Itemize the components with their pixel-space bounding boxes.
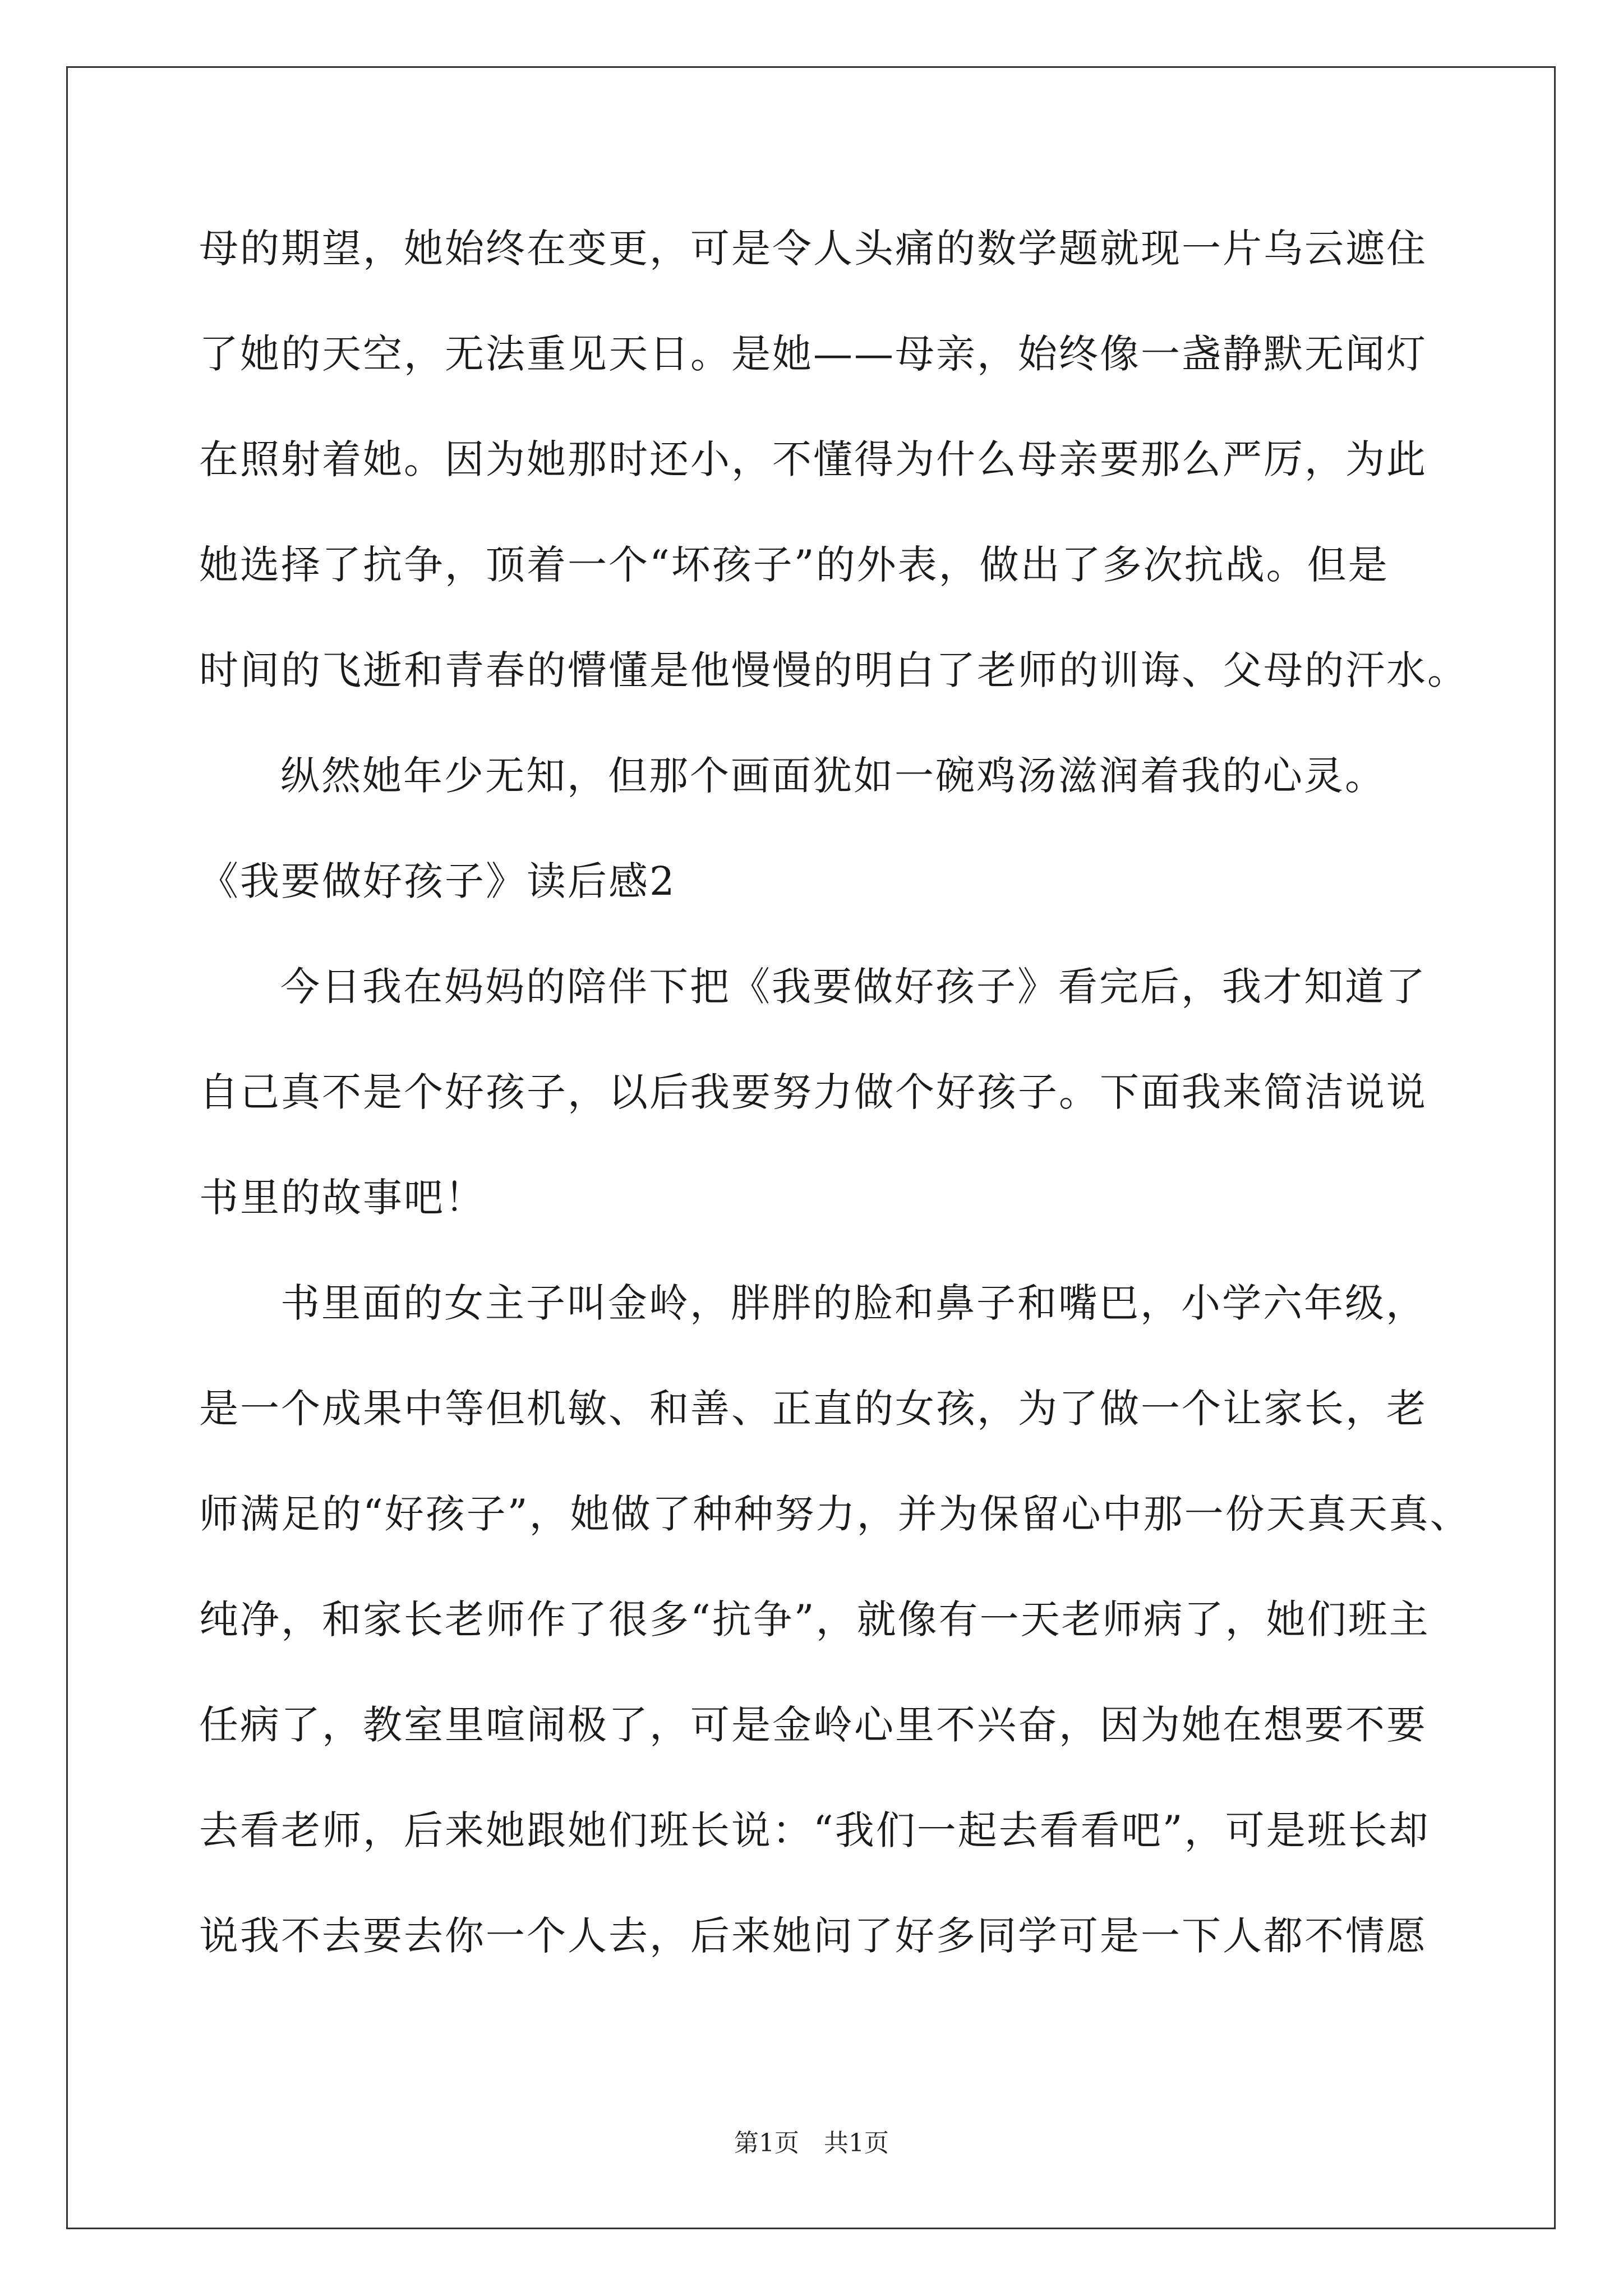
text-line: 她选择了抗争，顶着一个“坏孩子”的外表，做出了多次抗战。但是	[199, 542, 1389, 588]
text-line: 任病了，教室里喧闹极了，可是金岭心里不兴奋，因为她在想要不要	[199, 1702, 1427, 1748]
text-line: 纯净，和家长老师作了很多“抗争”，就像有一天老师病了，她们班主	[199, 1596, 1430, 1642]
text-line: 在照射着她。因为她那时还小，不懂得为什么母亲要那么严厉，为此	[199, 436, 1427, 482]
text-line: 母的期望，她始终在变更，可是令人头痛的数学题就现一片乌云遮住	[199, 226, 1427, 272]
text-line: 书里的故事吧！	[199, 1175, 486, 1221]
text-line: 去看老师，后来她跟她们班长说：“我们一起去看看吧”，可是班长却	[199, 1807, 1430, 1853]
document-body	[199, 218, 1471, 2010]
text-line: 师满足的“好孩子”，她做了种种努力，并为保留心中那一份天真天真、	[199, 1491, 1471, 1537]
text-line: 了她的天空，无法重见天日。是她——母亲，始终像一盏静默无闻灯	[199, 331, 1427, 377]
text-line: 说我不去要去你一个人去，后来她问了好多同学可是一下人都不情愿	[199, 1913, 1427, 1959]
paragraph-start-line: 纵然她年少无知，但那个画面犹如一碗鸡汤滋润着我的心灵。	[280, 753, 1386, 799]
text-line: 时间的飞逝和青春的懵懂是他慢慢的明白了老师的训诲、父母的汗水。	[199, 647, 1468, 693]
text-line: 是一个成果中等但机敏、和善、正直的女孩，为了做一个让家长，老	[199, 1386, 1427, 1432]
page-number-footer: 第1页 共1页	[734, 2129, 889, 2157]
paragraph-start-line: 今日我在妈妈的陪伴下把《我要做好孩子》看完后，我才知道了	[280, 964, 1427, 1010]
paragraph-start-line: 书里面的女主子叫金岭，胖胖的脸和鼻子和嘴巴，小学六年级，	[280, 1280, 1427, 1326]
text-line: 自己真不是个好孩子，以后我要努力做个好孩子。下面我来简洁说说	[199, 1069, 1427, 1115]
section-heading: 《我要做好孩子》读后感2	[199, 858, 676, 904]
